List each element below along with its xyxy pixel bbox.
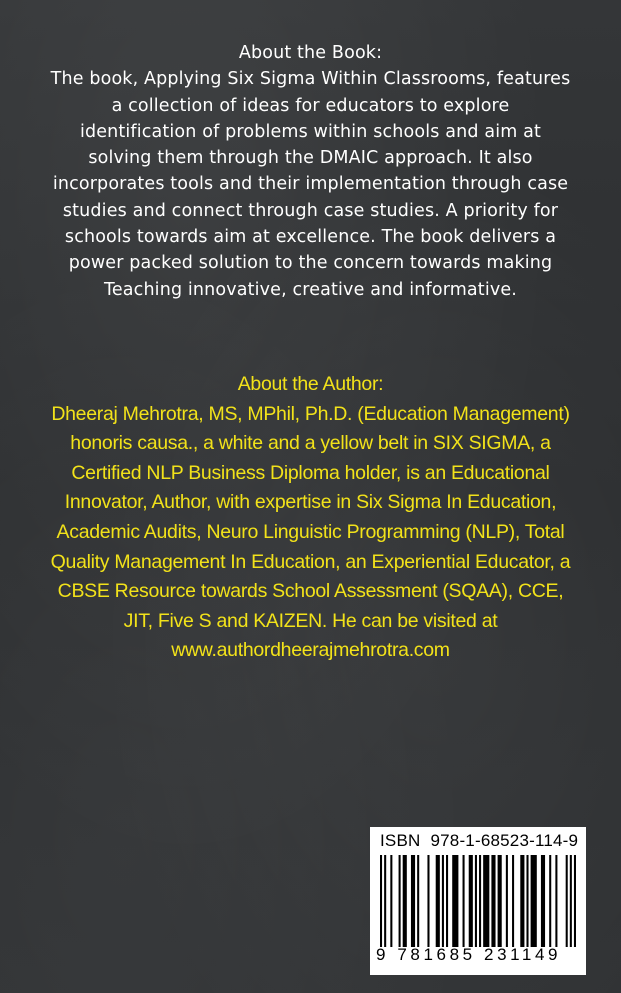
- barcode-bar: [570, 855, 572, 947]
- barcode-bar: [526, 855, 528, 947]
- barcode-bar: [520, 855, 524, 947]
- barcode-bar: [541, 855, 545, 947]
- barcode-bar: [452, 855, 458, 947]
- barcode-bar: [411, 855, 415, 947]
- author-website: www.authordheerajmehrotra.com: [171, 639, 450, 662]
- barcode-bar: [491, 855, 495, 947]
- barcode-bars: [378, 855, 578, 947]
- barcode-bar: [512, 855, 514, 947]
- barcode-bar: [463, 855, 465, 947]
- about-book-line: incorporates tools and their implementation through case: [52, 174, 569, 195]
- barcode-bar: [475, 855, 477, 947]
- barcode-bar: [380, 855, 382, 947]
- isbn-label: ISBN: [380, 831, 421, 850]
- barcode-bar: [384, 855, 386, 947]
- about-author-line: Dheeraj Mehrotra, MS, MPhil, Ph.D. (Education Management): [51, 402, 570, 425]
- about-book-line: The book, Applying Six Sigma Within Classrooms, features: [50, 69, 571, 90]
- barcode-bar: [498, 855, 502, 947]
- isbn-barcode: [370, 827, 586, 975]
- about-book-line: Teaching innovative, creative and informative.: [104, 279, 517, 300]
- barcode-bar: [399, 855, 401, 947]
- barcode-bar: [403, 855, 407, 947]
- about-book-line: a collection of ideas for educators to explore: [111, 95, 510, 116]
- barcode-bar: [506, 855, 508, 947]
- barcode-bar: [531, 855, 537, 947]
- barcode-bar: [469, 855, 473, 947]
- about-book-line: schools towards aim at excellence. The book delivers a: [64, 227, 557, 248]
- about-book-section: [0, 40, 621, 303]
- barcode-bar: [436, 855, 440, 947]
- about-author-line: JIT, Five S and KAIZEN. He can be visited at: [123, 609, 498, 632]
- about-book-line: studies and connect through case studies. A priority for: [62, 200, 559, 221]
- about-author-section: [0, 370, 621, 666]
- barcode-bar: [549, 855, 551, 947]
- barcode-bar: [566, 855, 568, 947]
- barcode-digits: 9 781685 231149: [376, 945, 562, 964]
- about-book-line: identification of problems within schools and aim at: [79, 121, 542, 142]
- isbn-label-row: [380, 831, 580, 851]
- about-book-line: power packed solution to the concern towards making: [68, 253, 553, 274]
- about-author-line: Quality Management In Education, an Experiential Educator, a: [50, 550, 571, 573]
- about-author-line: Academic Audits, Neuro Linguistic Programming (NLP), Total: [56, 520, 565, 543]
- about-author-line: Certified NLP Business Diploma holder, is an Educational: [71, 461, 550, 484]
- isbn-number: 978-1-68523-114-9: [430, 831, 579, 850]
- barcode-bar: [574, 855, 576, 947]
- barcode-bar: [446, 855, 448, 947]
- about-author-heading: About the Author:: [237, 373, 384, 395]
- about-book-line: solving them through the DMAIC approach. It also: [88, 148, 533, 169]
- about-author-line: honoris causa., a white and a yellow belt in SIX SIGMA, a: [70, 432, 551, 455]
- about-author-line: Innovator, Author, with expertise in Six Sigma In Education,: [64, 491, 557, 514]
- barcode-bar: [417, 855, 419, 947]
- barcode-bar: [479, 855, 481, 947]
- barcode-bar: [427, 855, 429, 947]
- barcode-bar: [390, 855, 392, 947]
- barcode-bar: [483, 855, 489, 947]
- barcode-bar: [555, 855, 557, 947]
- about-author-line: CBSE Resource towards School Assessment (SQAA), CCE,: [57, 580, 564, 603]
- barcode-bar: [442, 855, 444, 947]
- about-book-heading: About the Book:: [238, 43, 383, 63]
